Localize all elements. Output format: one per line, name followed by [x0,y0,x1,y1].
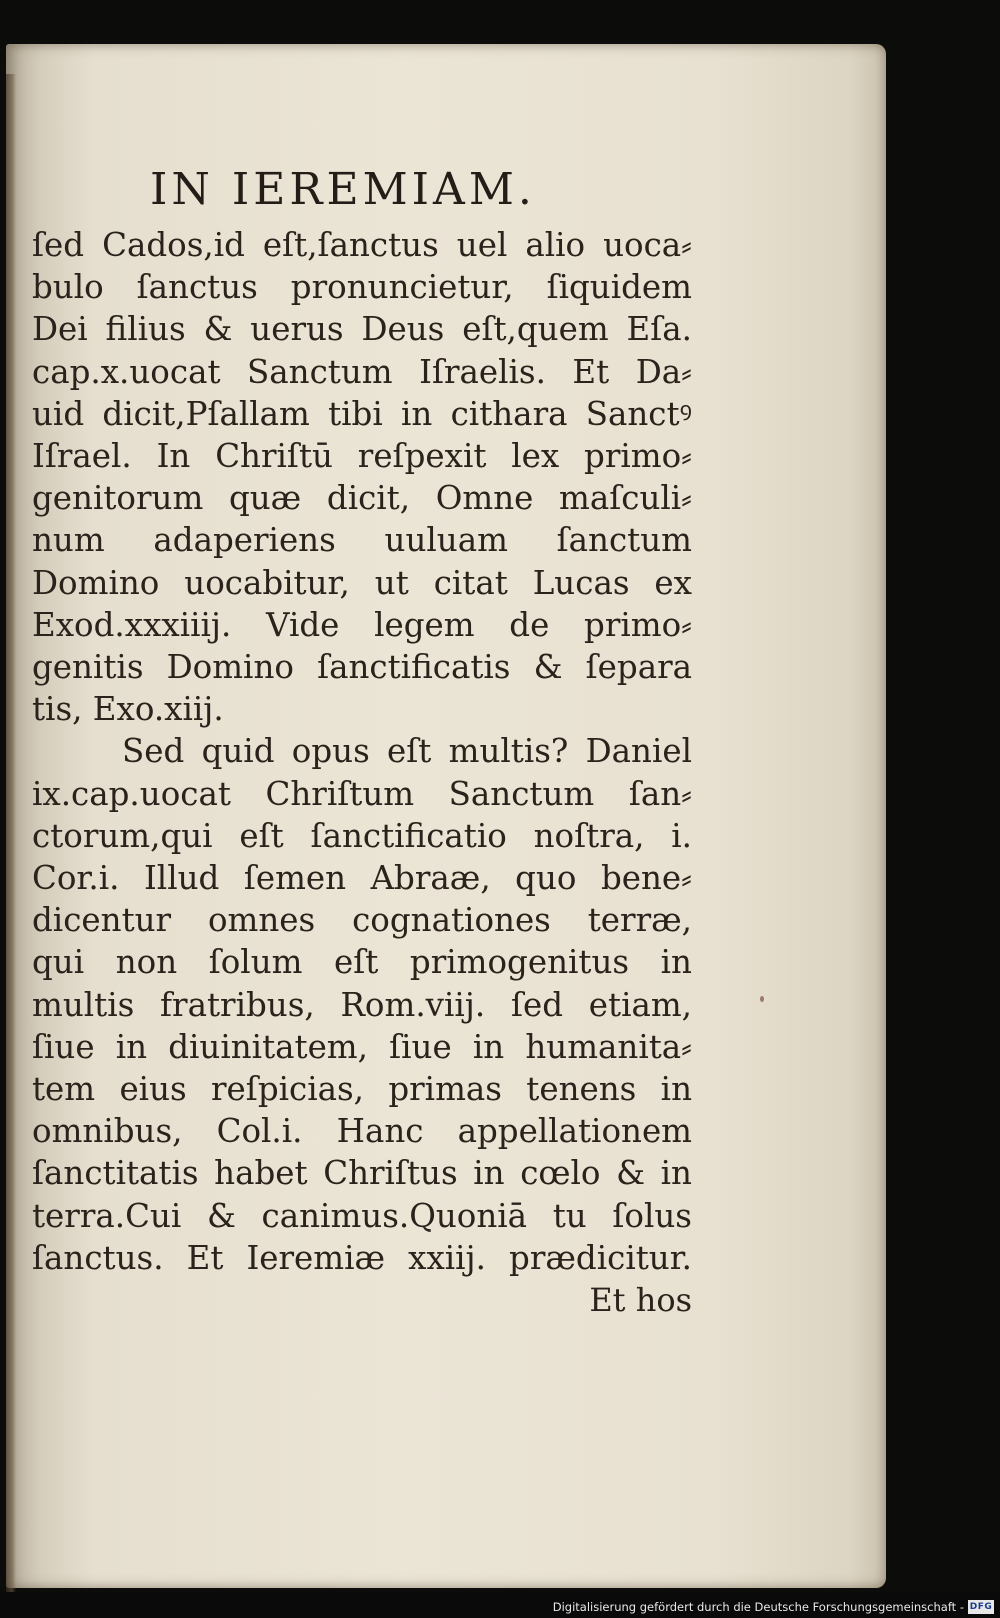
digitization-credit: Digitalisierung gefördert durch die Deutsche Forschungsgemeinschaft - [552,1600,964,1614]
text-line: omnibus, Col.i. Hanc appellationem [32,1112,692,1151]
text-line: terra.Cui & canimus.Quoniā tu ſolus [32,1196,692,1235]
text-line: Domino uocabitur, ut citat Lucas ex [32,563,692,602]
page-gutter-shadow [6,74,16,1618]
paragraph-2 [32,730,692,1279]
text-line: Sed quid opus eſt multis? Daniel [122,732,692,771]
book-page [6,44,886,1588]
text-line: Dei filius & uerus Deus eſt,quem Eſa. [32,310,692,349]
text-line: ſed Cados,id eſt,ſanctus uel alio uoca⸗ [32,226,692,264]
text-line: ctorum,qui eſt ſanctificatio noſtra, i. [32,816,692,855]
text-line: uid dicit,Pſallam tibi in cithara Sanctꝰ [32,394,692,433]
text-line: Iſrael. In Chriſtū reſpexit lex primo⸗ [32,437,692,476]
text-line: genitorum quæ dicit, Omne maſculi⸗ [32,479,692,518]
text-line: ix.cap.uocat Chriſtum Sanctum ſan⸗ [32,774,692,813]
text-line: num adaperiens uuluam ſanctum [32,521,692,560]
text-line: cap.x.uocat Sanctum Iſraelis. Et Da⸗ [32,352,692,391]
text-line: dicentur omnes cognationes terræ, [32,901,692,940]
text-line: Cor.i. Illud ſemen Abraæ, quo bene⸗ [32,859,692,898]
text-line: tem eius reſpicias, primas tenens in [32,1070,692,1109]
text-line: ſanctitatis habet Chriſtus in cœlo & in [32,1154,692,1193]
text-line: bulo ſanctus pronuncietur, ſiquidem [32,268,692,307]
text-line: genitis Domino ſanctificatis & ſepara [32,648,692,687]
text-block [32,162,692,1321]
text-line: ſiue in diuinitatem, ſiue in humanita⸗ [32,1027,692,1066]
running-head: IN IEREMIAM. [150,164,536,215]
dfg-logo-icon: DFG [969,1602,993,1612]
text-line: tis, Exo.xiij. [32,690,224,729]
catchword: Et hos [589,1281,692,1320]
paper-stain [760,996,764,1002]
text-line: Exod.xxxiiij. Vide legem de primo⸗ [32,605,692,644]
footer-bar [0,1592,1000,1618]
text-line: ſanctus. Et Ieremiæ xxiij. prædicitur. [32,1238,692,1277]
text-line: multis fratribus, Rom.viij. ſed etiam, [32,985,692,1024]
paragraph-1 [32,224,692,730]
text-line: qui non ſolum eſt primogenitus in [32,943,692,982]
